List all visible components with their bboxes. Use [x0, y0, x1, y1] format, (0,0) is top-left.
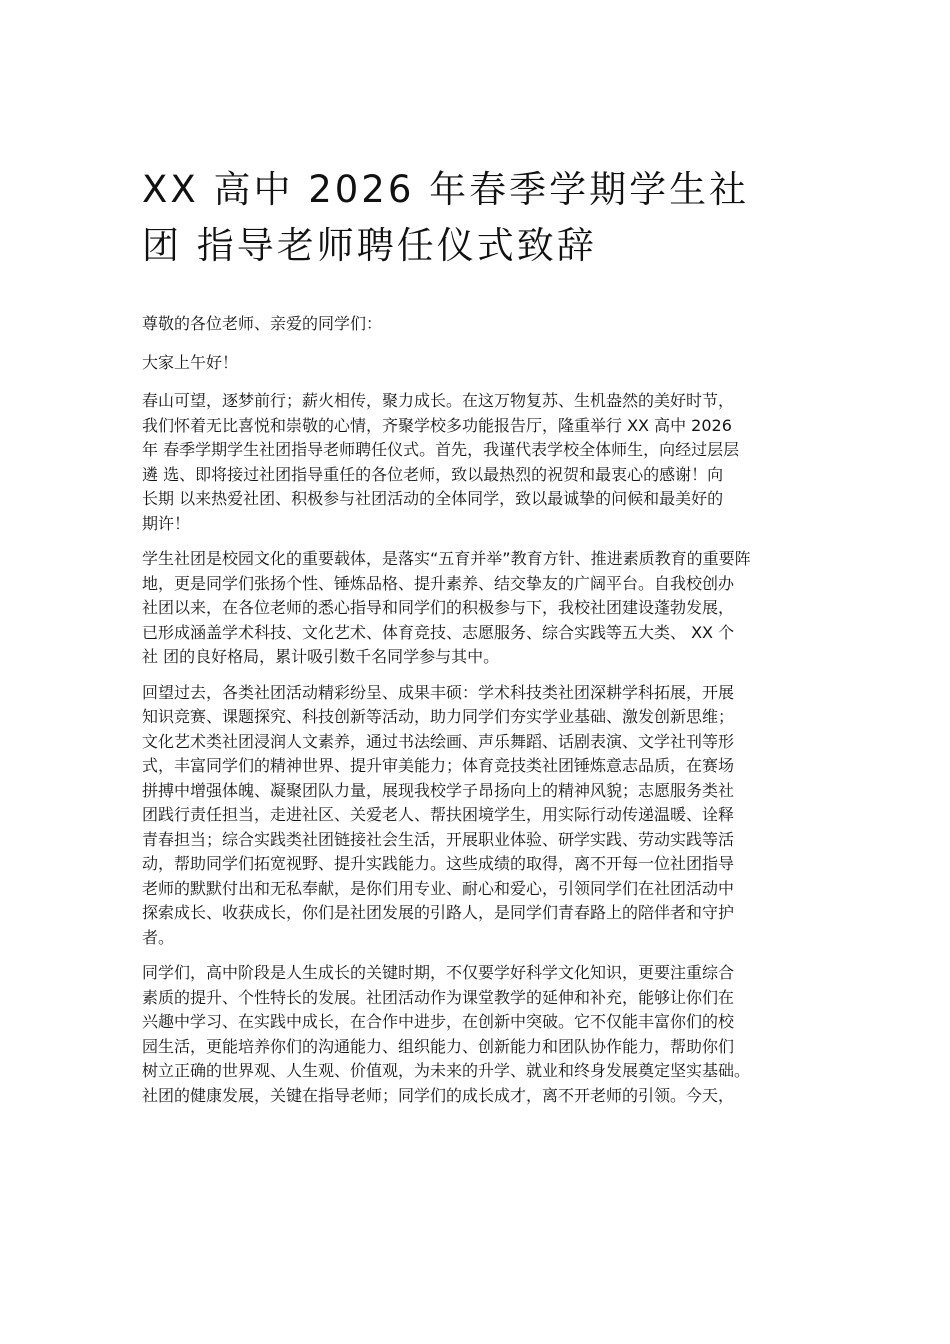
- salutation-text: 尊敬的各位老师、亲爱的同学们：: [142, 314, 383, 333]
- paragraph-line: 动，帮助同学们拓宽视野、提升实践能力。这些成绩的取得，离不开每一位社团指导: [142, 854, 735, 873]
- paragraph-line: 兴趣中学习、在实践中成长，在合作中进步，在创新中突破。它不仅能丰富你们的校: [142, 1012, 735, 1031]
- greeting-text: 大家上午好！: [142, 352, 239, 372]
- title-line-2: 团 指导老师聘任仪式致辞: [142, 224, 597, 267]
- paragraph-clubs-overview: [142, 547, 832, 670]
- paragraph-line: 团践行责任担当，走进社区、关爱老人、帮扶困境学生，用实际行动传递温暖、诠释: [142, 805, 735, 824]
- paragraph-line: 者。: [142, 927, 175, 947]
- document-title: [142, 162, 832, 274]
- paragraph-line: 知识竞赛、课题探究、科技创新等活动，助力同学们夯实学业基础、激发创新思维；: [142, 707, 735, 726]
- paragraph-line: 年 春季学期学生社团指导老师聘任仪式。首先，我谨代表学校全体师生，向经过层层: [142, 440, 740, 459]
- paragraph-line: 文化艺术类社团浸润人文素养，通过书法绘画、声乐舞蹈、话剧表演、文学社刊等形: [142, 731, 735, 751]
- paragraph-line: 遴 选、即将接过社团指导重任的各位老师，致以最热烈的祝贺和最衷心的感谢！向: [142, 464, 724, 484]
- title-line-1: XX 高中 2026 年春季学期学生社: [142, 168, 750, 211]
- document-body: [142, 312, 832, 1119]
- paragraph-line: 青春担当；综合实践类社团链接社会生活，开展职业体验、研学实践、劳动实践等活: [142, 829, 735, 849]
- salutation: [142, 312, 832, 337]
- paragraph-line: 园生活，更能培养你们的沟通能力、组织能力、创新能力和团队协作能力，帮助你们: [142, 1036, 735, 1056]
- paragraph-opening: [142, 389, 832, 536]
- paragraph-line: 素质的提升、个性特长的发展。社团活动作为课堂教学的延伸和补充，能够让你们在: [142, 987, 735, 1007]
- paragraph-line: 社团以来，在各位老师的悉心指导和同学们的积极参与下，我校社团建设蓬勃发展，: [142, 598, 735, 617]
- paragraph-line: 已形成涵盖学术科技、文化艺术、体育竞技、志愿服务、综合实践等五大类、 XX 个: [142, 622, 735, 642]
- paragraph-line: 社团的健康发展，关键在指导老师；同学们的成长成才，离不开老师的引领。今天，: [142, 1085, 735, 1105]
- paragraph-line: 回望过去，各类社团活动精彩纷呈、成果丰硕：学术科技类社团深耕学科拓展，开展: [142, 682, 735, 702]
- paragraph-line: 期许！: [142, 513, 191, 533]
- paragraph-line: 探索成长、收获成长，你们是社团发展的引路人，是同学们青春路上的陪伴者和守护: [142, 903, 735, 922]
- paragraph-line: 春山可望，逐梦前行；薪火相传，聚力成长。在这万物复苏、生机盎然的美好时节，: [142, 391, 735, 410]
- greeting: [142, 351, 832, 376]
- paragraph-line: 老师的默默付出和无私奉献，是你们用专业、耐心和爱心，引领同学们在社团活动中: [142, 878, 735, 898]
- paragraph-line: 拼搏中增强体魄、凝聚团队力量，展现我校学子昂扬向上的精神风貌；志愿服务类社: [142, 780, 735, 800]
- paragraph-line: 同学们，高中阶段是人生成长的关键时期，不仅要学好科学文化知识，更要注重综合: [142, 963, 735, 982]
- paragraph-students: [142, 961, 832, 1108]
- paragraph-line: 长期 以来热爱社团、积极参与社团活动的全体同学，致以最诚挚的问候和最美好的: [142, 489, 724, 508]
- paragraph-line: 学生社团是校园文化的重要载体，是落实“五育并举”教育方针、推进素质教育的重要阵: [142, 549, 751, 568]
- paragraph-line: 社 团的良好格局，累计吸引数千名同学参与其中。: [142, 647, 500, 666]
- paragraph-line: 我们怀着无比喜悦和崇敬的心情，齐聚学校多功能报告厅，隆重举行 XX 高中 2026: [142, 415, 732, 435]
- paragraph-line: 地，更是同学们张扬个性、锤炼品格、提升素养、结交挚友的广阔平台。自我校创办: [142, 573, 735, 593]
- paragraph-line: 树立正确的世界观、人生观、价值观，为未来的升学、就业和终身发展奠定坚实基础。: [142, 1061, 751, 1080]
- paragraph-line: 式，丰富同学们的精神世界、提升审美能力；体育竞技类社团锤炼意志品质，在赛场: [142, 756, 735, 775]
- paragraph-review: [142, 681, 832, 951]
